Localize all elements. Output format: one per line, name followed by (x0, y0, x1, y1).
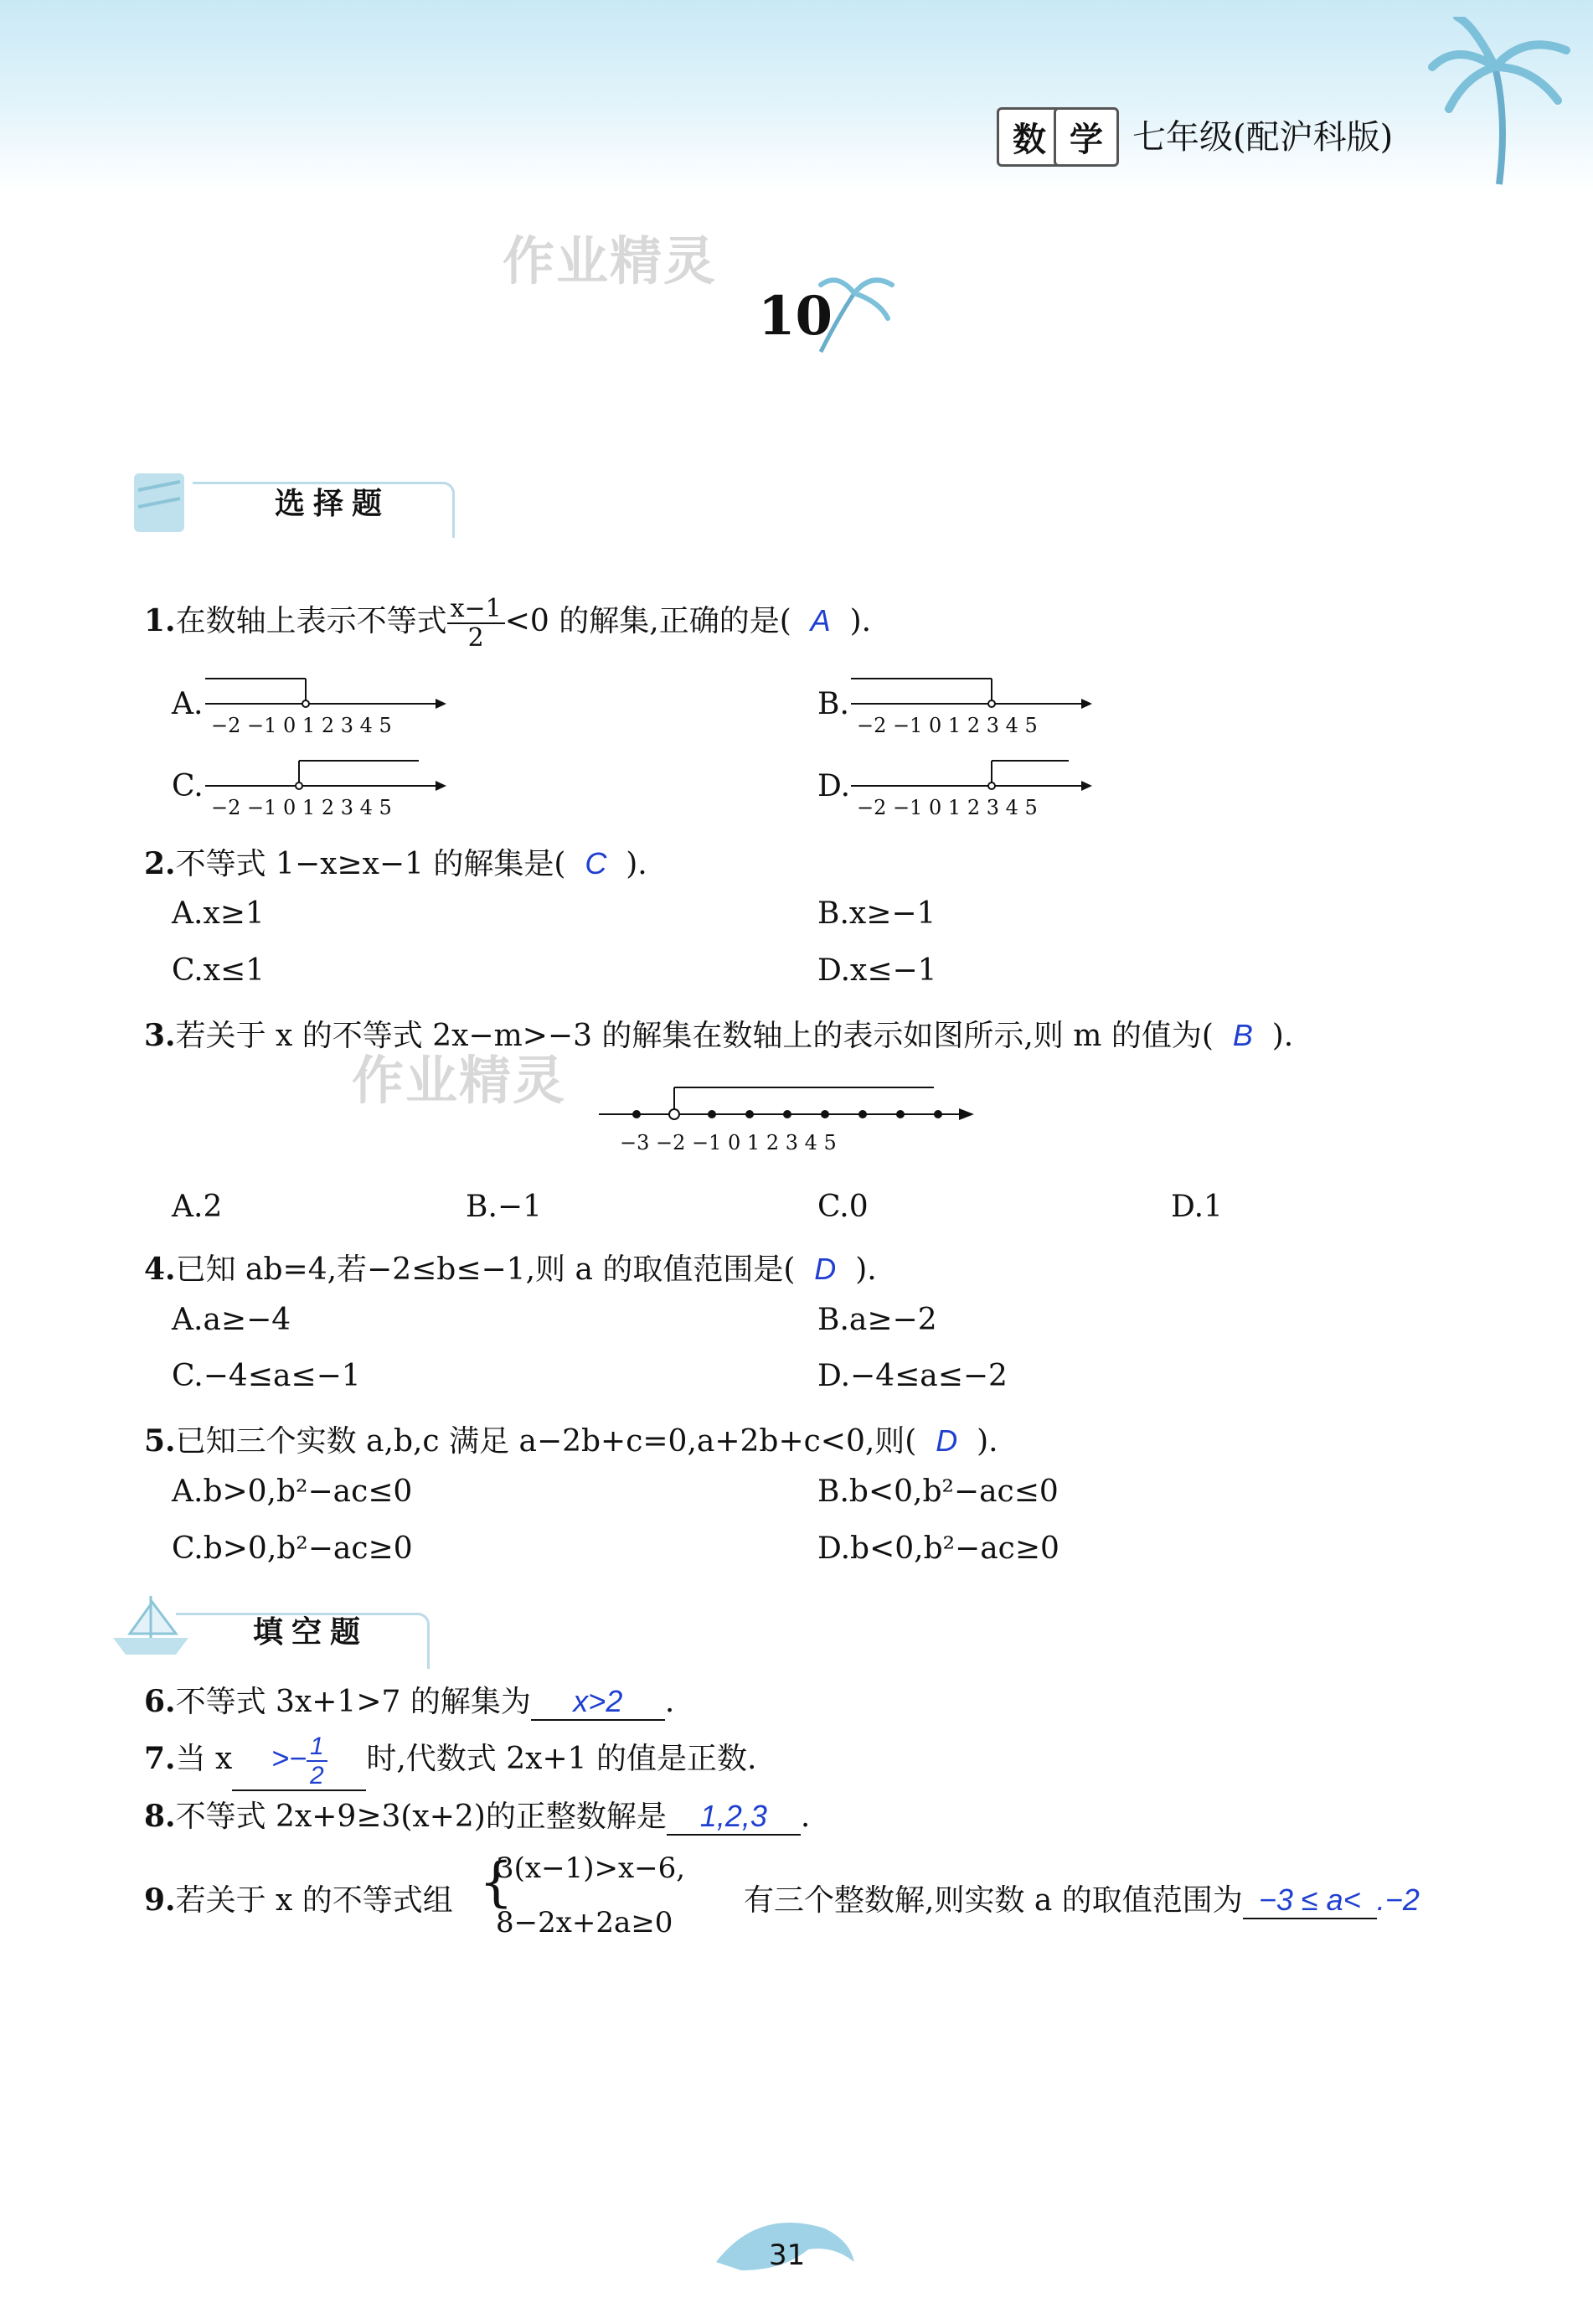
q4-option-b: B.a≥−2 (817, 1303, 937, 1337)
question-3: 3.若关于 x 的不等式 2x−m>−3 的解集在数轴上的表示如图所示,则 m 的值为( B ). (144, 1018, 1294, 1053)
chapter-number: 10 (758, 285, 833, 348)
subject-badge-1: 数 (997, 107, 1062, 167)
watermark-2: 作业精灵 (352, 1050, 567, 1111)
section-title-fill: 填空题 (253, 1615, 369, 1650)
subject-badge-2: 学 (1054, 107, 1119, 167)
system-line-1: 3(x−1)>x−6, (496, 1851, 686, 1885)
q3-option-d: D.1 (1171, 1190, 1223, 1224)
answer-2: C (585, 846, 607, 881)
q3-option-a: A.2 (172, 1190, 223, 1224)
q1-axis-d: −2 −1 0 1 2 3 4 5 (857, 796, 1038, 819)
q1-option-b: B. (817, 687, 849, 721)
question-9-prefix: 9.若关于 x 的不等式组 (144, 1882, 453, 1918)
q4-option-d: D.−4≤a≤−2 (817, 1359, 1008, 1393)
answer-8: 1,2,3 (699, 1799, 767, 1833)
q2-option-a: A.x≥1 (172, 896, 265, 931)
q3-axis: −3 −2 −1 0 1 2 3 4 5 (620, 1131, 837, 1154)
q2-option-d: D.x≤−1 (817, 953, 937, 988)
answer-5: D (936, 1423, 958, 1458)
q3-option-b: B.−1 (466, 1190, 542, 1224)
q1-axis-c: −2 −1 0 1 2 3 4 5 (211, 796, 392, 819)
watermark: 作业精灵 (503, 230, 718, 292)
small-palm-icon (804, 268, 896, 360)
q1-numberline-c (205, 752, 448, 794)
q3-numberline (599, 1081, 976, 1123)
q1-numberline-b (851, 670, 1094, 712)
question-5: 5.已知三个实数 a,b,c 满足 a−2b+c=0,a+2b+c<0,则( D ). (144, 1423, 998, 1459)
question-1: 1.在数轴上表示不等式 $\frac{x-1}{2}<0$ 的解集,正确的是( A ). (144, 594, 872, 653)
answer-7: >− (271, 1741, 307, 1775)
q5-option-c: C.b>0,b²−ac≥0 (172, 1531, 413, 1566)
answer-9-tail: .−2 (1376, 1882, 1420, 1917)
answer-1: A (810, 603, 831, 638)
q5-option-b: B.b<0,b²−ac≤0 (817, 1474, 1059, 1509)
header-banner (0, 0, 1593, 193)
question-4: 4.已知 ab=4,若−2≤b≤−1,则 a 的取值范围是( D ). (144, 1252, 877, 1287)
q3-option-c: C.0 (817, 1190, 869, 1224)
q2-option-c: C.x≤1 (172, 953, 266, 988)
q1-numberline-d (851, 752, 1094, 794)
q4-option-c: C.−4≤a≤−1 (172, 1359, 361, 1393)
section-title-choice: 选择题 (275, 487, 391, 521)
q5-option-a: A.b>0,b²−ac≤0 (172, 1474, 413, 1509)
answer-9: −3 ≤ a< (1258, 1882, 1361, 1917)
q2-option-b: B.x≥−1 (817, 896, 936, 931)
answer-4: D (814, 1252, 837, 1286)
page-number: 31 (769, 2239, 806, 2272)
question-6: 6.不等式 3x+1>7 的解集为 x>2 . (144, 1684, 675, 1719)
question-9-suffix: 有三个整数解,则实数 a 的取值范围为 −3 ≤ a< .−2 (744, 1882, 1420, 1918)
q1-option-c: C. (172, 769, 204, 803)
answer-3: B (1232, 1018, 1253, 1052)
question-7: 7.当 x >− $\frac{1}{2}$ 时,代数式 2x+1 的值是正数. (144, 1733, 757, 1789)
q4-option-a: A.a≥−4 (172, 1303, 291, 1337)
q1-numberline-a (205, 670, 448, 712)
q1-option-d: D. (817, 769, 851, 803)
question-2: 2.不等式 1−x≥x−1 的解集是( C ). (144, 846, 647, 881)
brace-icon: { (479, 1851, 513, 1913)
system-line-2: 8−2x+2a≥0 (496, 1906, 673, 1939)
book-title: 七年级(配沪科版) (1132, 118, 1394, 157)
question-8: 8.不等式 2x+9≥3(x+2)的正整数解是 1,2,3 . (144, 1799, 811, 1834)
q5-option-d: D.b<0,b²−ac≥0 (817, 1531, 1059, 1566)
q1-axis-a: −2 −1 0 1 2 3 4 5 (211, 714, 392, 737)
q1-axis-b: −2 −1 0 1 2 3 4 5 (857, 714, 1038, 737)
q1-option-a: A. (172, 687, 204, 721)
palm-tree-icon (1424, 17, 1575, 193)
answer-6: x>2 (573, 1684, 623, 1718)
